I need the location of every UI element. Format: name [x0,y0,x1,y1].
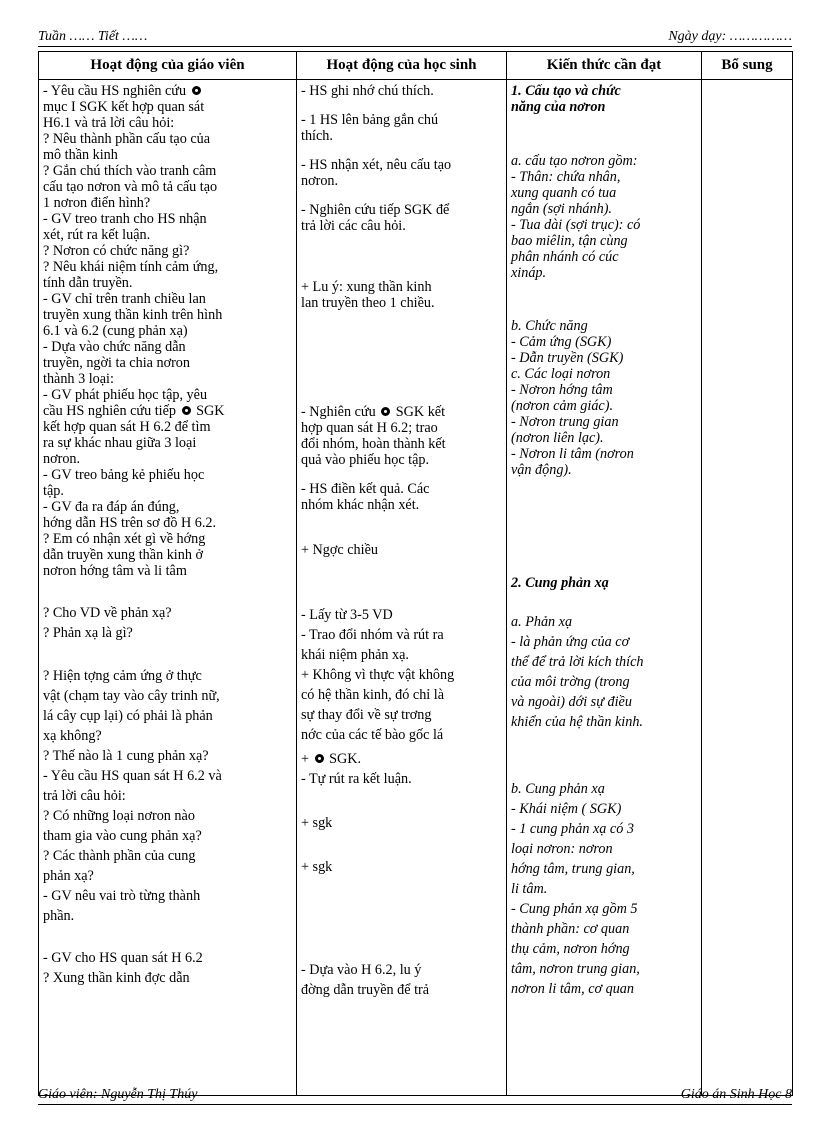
knowledge-line: - Cung phản xạ gồm 5 [511,901,638,917]
lesson-table [38,51,793,1096]
knowledge-line: - Nơron hớng tâm [511,382,613,398]
teacher-line: kết hợp quan sát H 6.2 để tìm [43,419,211,435]
knowledge-line: - Khái niệm ( SGK) [511,801,622,817]
student-line: - Trao đổi nhóm và rút ra [301,627,444,643]
knowledge-line: xung quanh có tua [511,185,617,201]
teacher-line: trả lời câu hỏi: [43,788,126,804]
student-line: - Nghiên cứu tiếp SGK để [301,202,450,218]
teacher-line: dẫn truyền xung thần kinh ở [43,547,203,563]
teacher-line: - GV treo bảng kẻ phiếu học [43,467,205,483]
teacher-line: thành 3 loại: [43,371,114,387]
student-line: thích. [301,128,333,144]
knowledge-line: (nơron cảm giác). [511,398,613,414]
teacher-line: lá cây cụp lại) có phải là phản [43,708,213,724]
col-header-student: Hoạt động của học sinh [297,52,507,80]
student-line: nơron. [301,173,339,189]
teacher-line: - GV phát phiếu học tập, yêu [43,387,208,403]
section-heading: 2. Cung phản xạ [511,575,609,591]
knowledge-line: nơron li tâm, cơ quan [511,981,634,997]
knowledge-line: loại nơron: nơron [511,841,613,857]
knowledge-line: vận động). [511,462,572,478]
knowledge-line: (nơron liên lạc). [511,430,604,446]
student-line: - HS nhận xét, nêu cấu tạo [301,157,452,173]
knowledge-line: b. Chức năng [511,318,588,334]
teacher-line: 6.1 và 6.2 (cung phản xạ) [43,323,188,339]
header-teaching-date: Ngày dạy: …………… [668,29,792,44]
knowledge-line: thành phần: cơ quan [511,921,630,937]
knowledge-line: - Tua dài (sợi trục): có [511,217,641,233]
notes-cell [702,80,793,1096]
knowledge-line: b. Cung phản xạ [511,781,605,797]
footer-subject: Giáo án Sinh Học 8 [680,1087,792,1102]
knowledge-line: a. cấu tạo nơron gồm: [511,153,638,169]
teacher-line: ? Có những loại nơron nào [43,808,195,824]
student-line: nớc của các tế bào gốc lá [301,727,444,743]
student-line: sự thay đổi về sự trơng [301,707,432,723]
teacher-line: ? Các thành phần của cung [43,848,196,864]
student-line: - Nghiên cứu [301,404,376,420]
knowledge-line: bao miêlin, tận cùng [511,233,628,249]
teacher-line: - GV nêu vai trò từng thành [43,888,201,904]
knowledge-line: - Nơron trung gian [511,414,619,430]
teacher-line: cầu HS nghiên cứu tiếp [43,403,176,419]
student-line: + sgk [301,815,333,831]
teacher-line: truyền xung thần kinh trên hình [43,307,223,323]
student-line: trả lời các câu hỏi. [301,218,406,234]
teacher-line: 1 nơron điển hình? [43,195,151,211]
teacher-line: tập. [43,483,64,499]
header-week-lesson: Tuần …… Tiết …… [38,29,148,44]
teacher-line: - Yêu cầu HS quan sát H 6.2 và [43,768,222,784]
student-line: đổi nhóm, hoàn thành kết [301,436,446,452]
knowledge-cell [507,80,702,1096]
footer-teacher-name: Giáo viên: Nguyễn Thị Thúy [38,1087,198,1102]
teacher-line: - GV cho HS quan sát H 6.2 [43,950,203,966]
teacher-line: ? Cho VD về phản xạ? [43,605,172,621]
teacher-line: mục I SGK kết hợp quan sát [43,99,205,115]
section-heading: 1. Cấu tạo và chức [511,83,621,99]
table-header-row [39,52,793,80]
student-line: + sgk [301,859,333,875]
teacher-line: hớng dẫn HS trên sơ đồ H 6.2. [43,515,217,531]
knowledge-line: khiển của hệ thần kinh. [511,714,643,730]
knowledge-line: c. Các loại nơron [511,366,611,382]
knowledge-line: của môi trờng (trong [511,674,630,690]
knowledge-line: thụ cảm, nơron hớng [511,941,630,957]
knowledge-line: - Nơron li tâm (nơron [511,446,634,462]
teacher-line: phản xạ? [43,868,94,884]
teacher-line: ? Xung thần kinh đợc dẫn [43,970,190,986]
knowledge-line: - Thân: chứa nhân, [511,169,621,185]
teacher-line: nơron. [43,451,81,467]
teacher-line: ? Em có nhận xét gì về hớng [43,531,206,547]
teacher-line: nơron hớng tâm và li tâm [43,563,187,579]
student-line: nhóm khác nhận xét. [301,497,420,513]
teacher-line: truyền, ngời ta chia nơron [43,355,190,371]
knowledge-line: - Cảm ứng (SGK) [511,334,612,350]
teacher-line: - GV chỉ trên tranh chiều lan [43,291,206,307]
bullet-circle-icon [192,86,201,95]
teacher-line: cấu tạo nơron và mô tả cấu tạo [43,179,218,195]
teacher-line: - GV treo tranh cho HS nhận [43,211,207,227]
page-footer [38,1086,792,1105]
teacher-line: xạ không? [43,728,102,744]
teacher-line: - Yêu cầu HS nghiên cứu [43,83,187,99]
section-heading: năng của nơron [511,99,606,115]
teacher-line: vật (chạm tay vào cây trinh nữ, [43,688,220,704]
teacher-line: ? Nêu khái niệm tính cảm ứng, [43,259,219,275]
teacher-line: ? Thế nào là 1 cung phản xạ? [43,748,209,764]
knowledge-line: tâm, nơron trung gian, [511,961,640,977]
table-body-row [39,80,793,1096]
student-line: - Dựa vào H 6.2, lu ý [301,962,422,978]
col-header-notes: Bổ sung [702,52,793,80]
teacher-line: phần. [43,908,75,924]
knowledge-line: phân nhánh có cúc [511,249,619,265]
teacher-line: mô thần kinh [43,147,118,163]
teacher-line: tính dẫn truyền. [43,275,133,291]
knowledge-line: và ngoài) dới sự điều [511,694,632,710]
student-line: hợp quan sát H 6.2; trao [301,420,438,436]
student-line: - Tự rút ra kết luận. [301,771,412,787]
knowledge-line: xináp. [511,265,547,281]
student-line: + [301,751,310,767]
bullet-circle-icon [182,406,191,415]
teacher-line: ? Gắn chú thích vào tranh câm [43,163,217,179]
teacher-line: tham gia vào cung phản xạ? [43,828,202,844]
teacher-cell [39,80,297,1096]
knowledge-line: ngắn (sợi nhánh). [511,201,612,217]
student-line: SGK. [329,751,362,767]
student-line: khái niệm phản xạ. [301,647,409,663]
student-line: - 1 HS lên bảng gắn chú [301,112,439,128]
student-line: quả vào phiếu học tập. [301,452,430,468]
bullet-circle-icon [315,754,324,763]
knowledge-line: a. Phản xạ [511,614,573,630]
teacher-line: - GV đa ra đáp án đúng, [43,499,180,515]
teacher-line: H6.1 và trả lời câu hỏi: [43,115,175,131]
student-line: có hệ thần kinh, đó chỉ là [301,687,445,703]
teacher-line: ? Nơron có chức năng gì? [43,243,190,259]
teacher-line: ? Phản xạ là gì? [43,625,133,641]
student-line: lan truyền theo 1 chiều. [301,295,435,311]
teacher-line: xét, rút ra kết luận. [43,227,151,243]
student-line: + Lu ý: xung thần kinh [301,279,432,295]
knowledge-line: li tâm. [511,881,548,897]
student-line: - HS ghi nhớ chú thích. [301,83,434,99]
student-line: - Lấy từ 3-5 VD [301,607,393,623]
page-header [38,28,792,47]
student-line: đờng dẫn truyền để trả [301,982,430,998]
student-line: + Không vì thực vật không [301,667,455,683]
knowledge-line: - là phản ứng của cơ [511,634,630,650]
teacher-line: ? Nêu thành phần cấu tạo của [43,131,211,147]
knowledge-line: hớng tâm, trung gian, [511,861,635,877]
knowledge-line: - Dẫn truyền (SGK) [511,350,624,366]
col-header-teacher: Hoạt động của giáo viên [39,52,297,80]
knowledge-line: - 1 cung phản xạ có 3 [511,821,634,837]
col-header-knowledge: Kiến thức cần đạt [507,52,702,80]
student-line: SGK kết [395,404,446,420]
bullet-circle-icon [381,407,390,416]
student-line: + Ngợc chiều [301,542,378,558]
teacher-line: ra sự khác nhau giữa 3 loại [43,435,197,451]
knowledge-line: thể để trả lời kích thích [511,654,644,670]
student-line: - HS điền kết quả. Các [301,481,430,497]
teacher-line: SGK [196,403,225,419]
teacher-line: - Dựa vào chức năng dẫn [43,339,186,355]
student-cell [297,80,507,1096]
teacher-line: ? Hiện tợng cảm ứng ở thực [43,668,202,684]
